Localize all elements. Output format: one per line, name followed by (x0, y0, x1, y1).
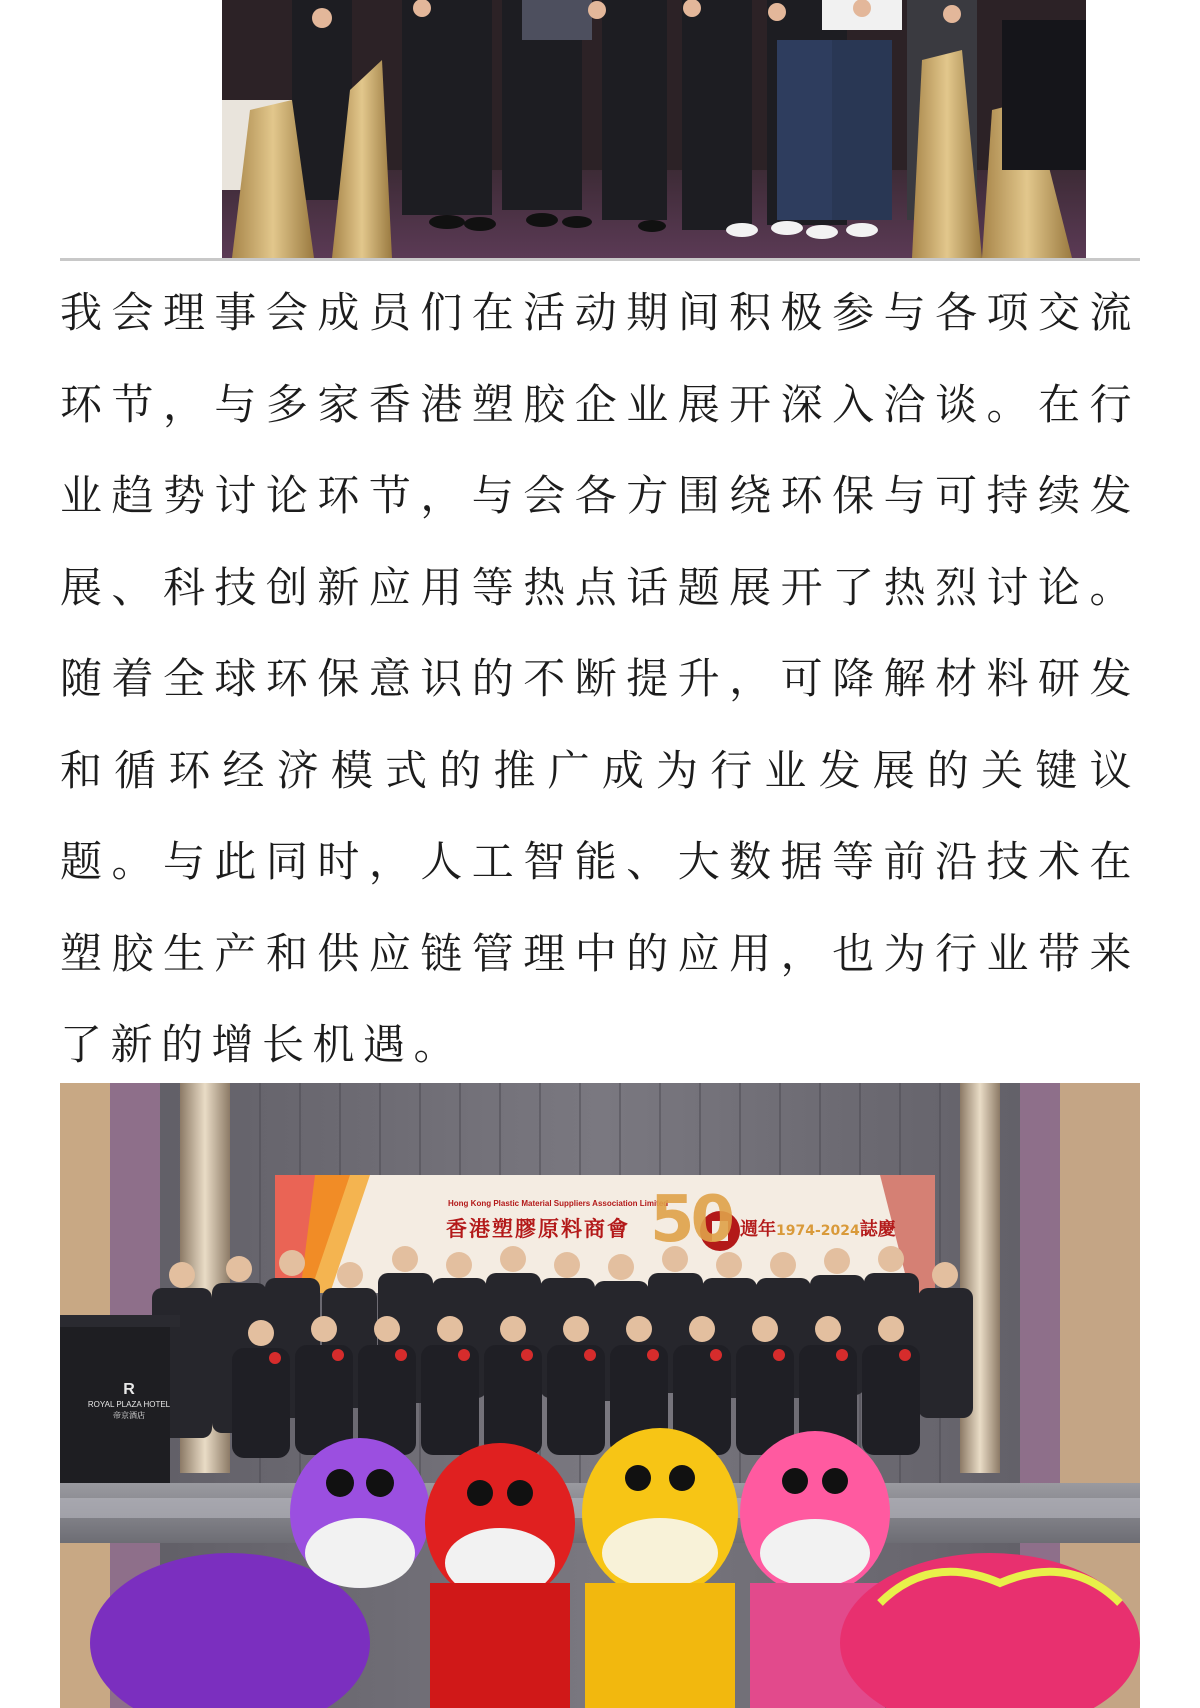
ceremony-photo (60, 1083, 1140, 1708)
banner-english-name: Hong Kong Plastic Material Suppliers Association Limited (448, 1199, 669, 1208)
top-group-photo (222, 0, 1086, 258)
banner-year-range: 1974-2024 (776, 1223, 860, 1239)
hotel-name-zh: 帝京酒店 (113, 1411, 145, 1420)
top-photo-illustration (222, 0, 1086, 258)
banner-chinese-name: 香港塑膠原料商會 (446, 1217, 630, 1241)
banner-year-label: 週年 (740, 1219, 776, 1240)
banner-anniversary-label (740, 1215, 896, 1241)
article-paragraph: 我会理事会成员们在活动期间积极参与各项交流环节，与多家香港塑胶企业展开深入洽谈。在行业趋势讨论环节，与会各方围绕环保与可持续发展、科技创新应用等热点话题展开了热烈讨论。随着全球环保意识的不断提升，可降解材料研发和循环经济模式的推广成为行业发展的关键议题。与此同时，人工智能、大数据等前沿技术在塑胶生产和供应链管理中的应用，也为行业带来了新的增长机遇。 (60, 288, 1140, 1069)
podium-hotel-sign (74, 1381, 184, 1421)
ceremony-photo-illustration (60, 1083, 1140, 1708)
hotel-logo: R (123, 1381, 135, 1398)
banner-anniversary-number: 50 (650, 1183, 732, 1257)
divider-line (60, 258, 1140, 261)
hotel-name-en: ROYAL PLAZA HOTEL (87, 1400, 171, 1409)
banner-celebration: 誌慶 (859, 1219, 896, 1240)
